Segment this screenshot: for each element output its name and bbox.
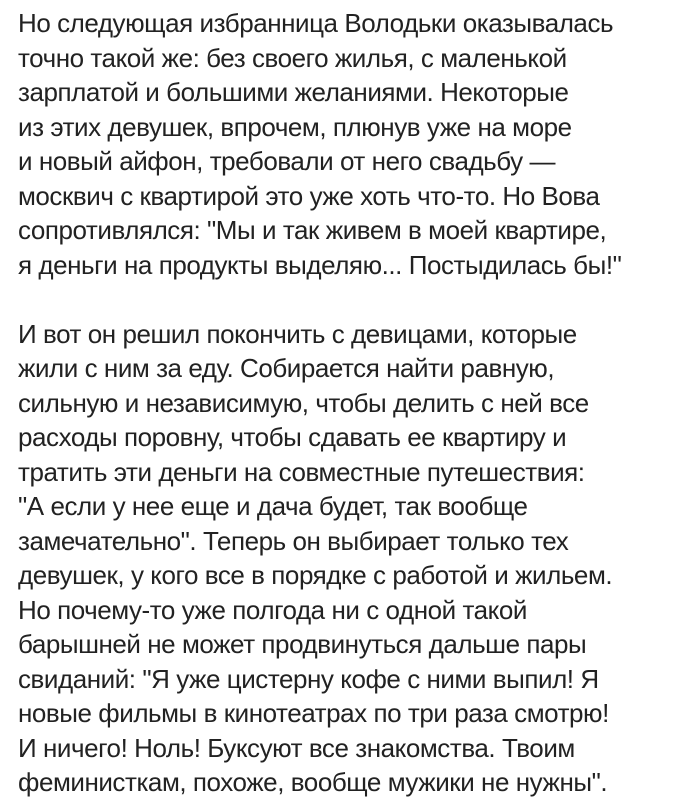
text-line: москвич с квартирой это уже хоть что-то. Но Вова <box>18 180 600 211</box>
text-line: Но почему-то уже полгода ни с одной такой <box>18 594 527 625</box>
text-line: свиданий: "Я уже цистерну кофе с ними выпил! Я <box>18 663 599 694</box>
text-line: И ничего! Ноль! Буксуют все знакомства. Твоим <box>18 732 575 763</box>
text-line: зарплатой и большими желаниями. Некоторые <box>18 77 569 107</box>
text-line: тратить эти деньги на совместные путешествия: <box>18 456 585 487</box>
text-line: феминисткам, похоже, вообще мужики не нужны". <box>18 767 608 797</box>
paragraph-2 <box>18 317 694 800</box>
article-text <box>18 6 694 800</box>
text-line: "А если у нее еще и дача будет, так вообще <box>18 491 528 521</box>
text-line: точно такой же: без своего жилья, с маленькой <box>18 42 567 73</box>
text-line: и новый айфон, требовали от него свадьбу — <box>18 146 556 176</box>
paragraph-1 <box>18 6 694 282</box>
text-line: я деньги на продукты выделяю... Постыдилась бы!" <box>18 249 622 280</box>
text-line: И вот он решил покончить с девицами, которые <box>18 318 577 349</box>
text-line: расходы поровну, чтобы сдавать ее квартиру и <box>18 422 567 452</box>
text-line: жили с ним за еду. Собирается найти равную, <box>18 353 555 383</box>
paragraph-spacer <box>18 282 694 317</box>
text-line: сильную и независимую, чтобы делить с ней все <box>18 387 589 418</box>
text-line: сопротивлялся: "Мы и так живем в моей квартире, <box>18 215 607 245</box>
text-line: Но следующая избранница Володьки оказывалась <box>18 8 614 38</box>
text-line: барышней не может продвинуться дальше пары <box>18 629 587 659</box>
text-line: замечательно". Теперь он выбирает только тех <box>18 525 569 556</box>
text-line: из этих девушек, впрочем, плюнув уже на море <box>18 111 572 142</box>
text-line: новые фильмы в кинотеатрах по три раза смотрю! <box>18 698 609 728</box>
text-line: девушек, у кого все в порядке с работой и жильем. <box>18 560 613 590</box>
